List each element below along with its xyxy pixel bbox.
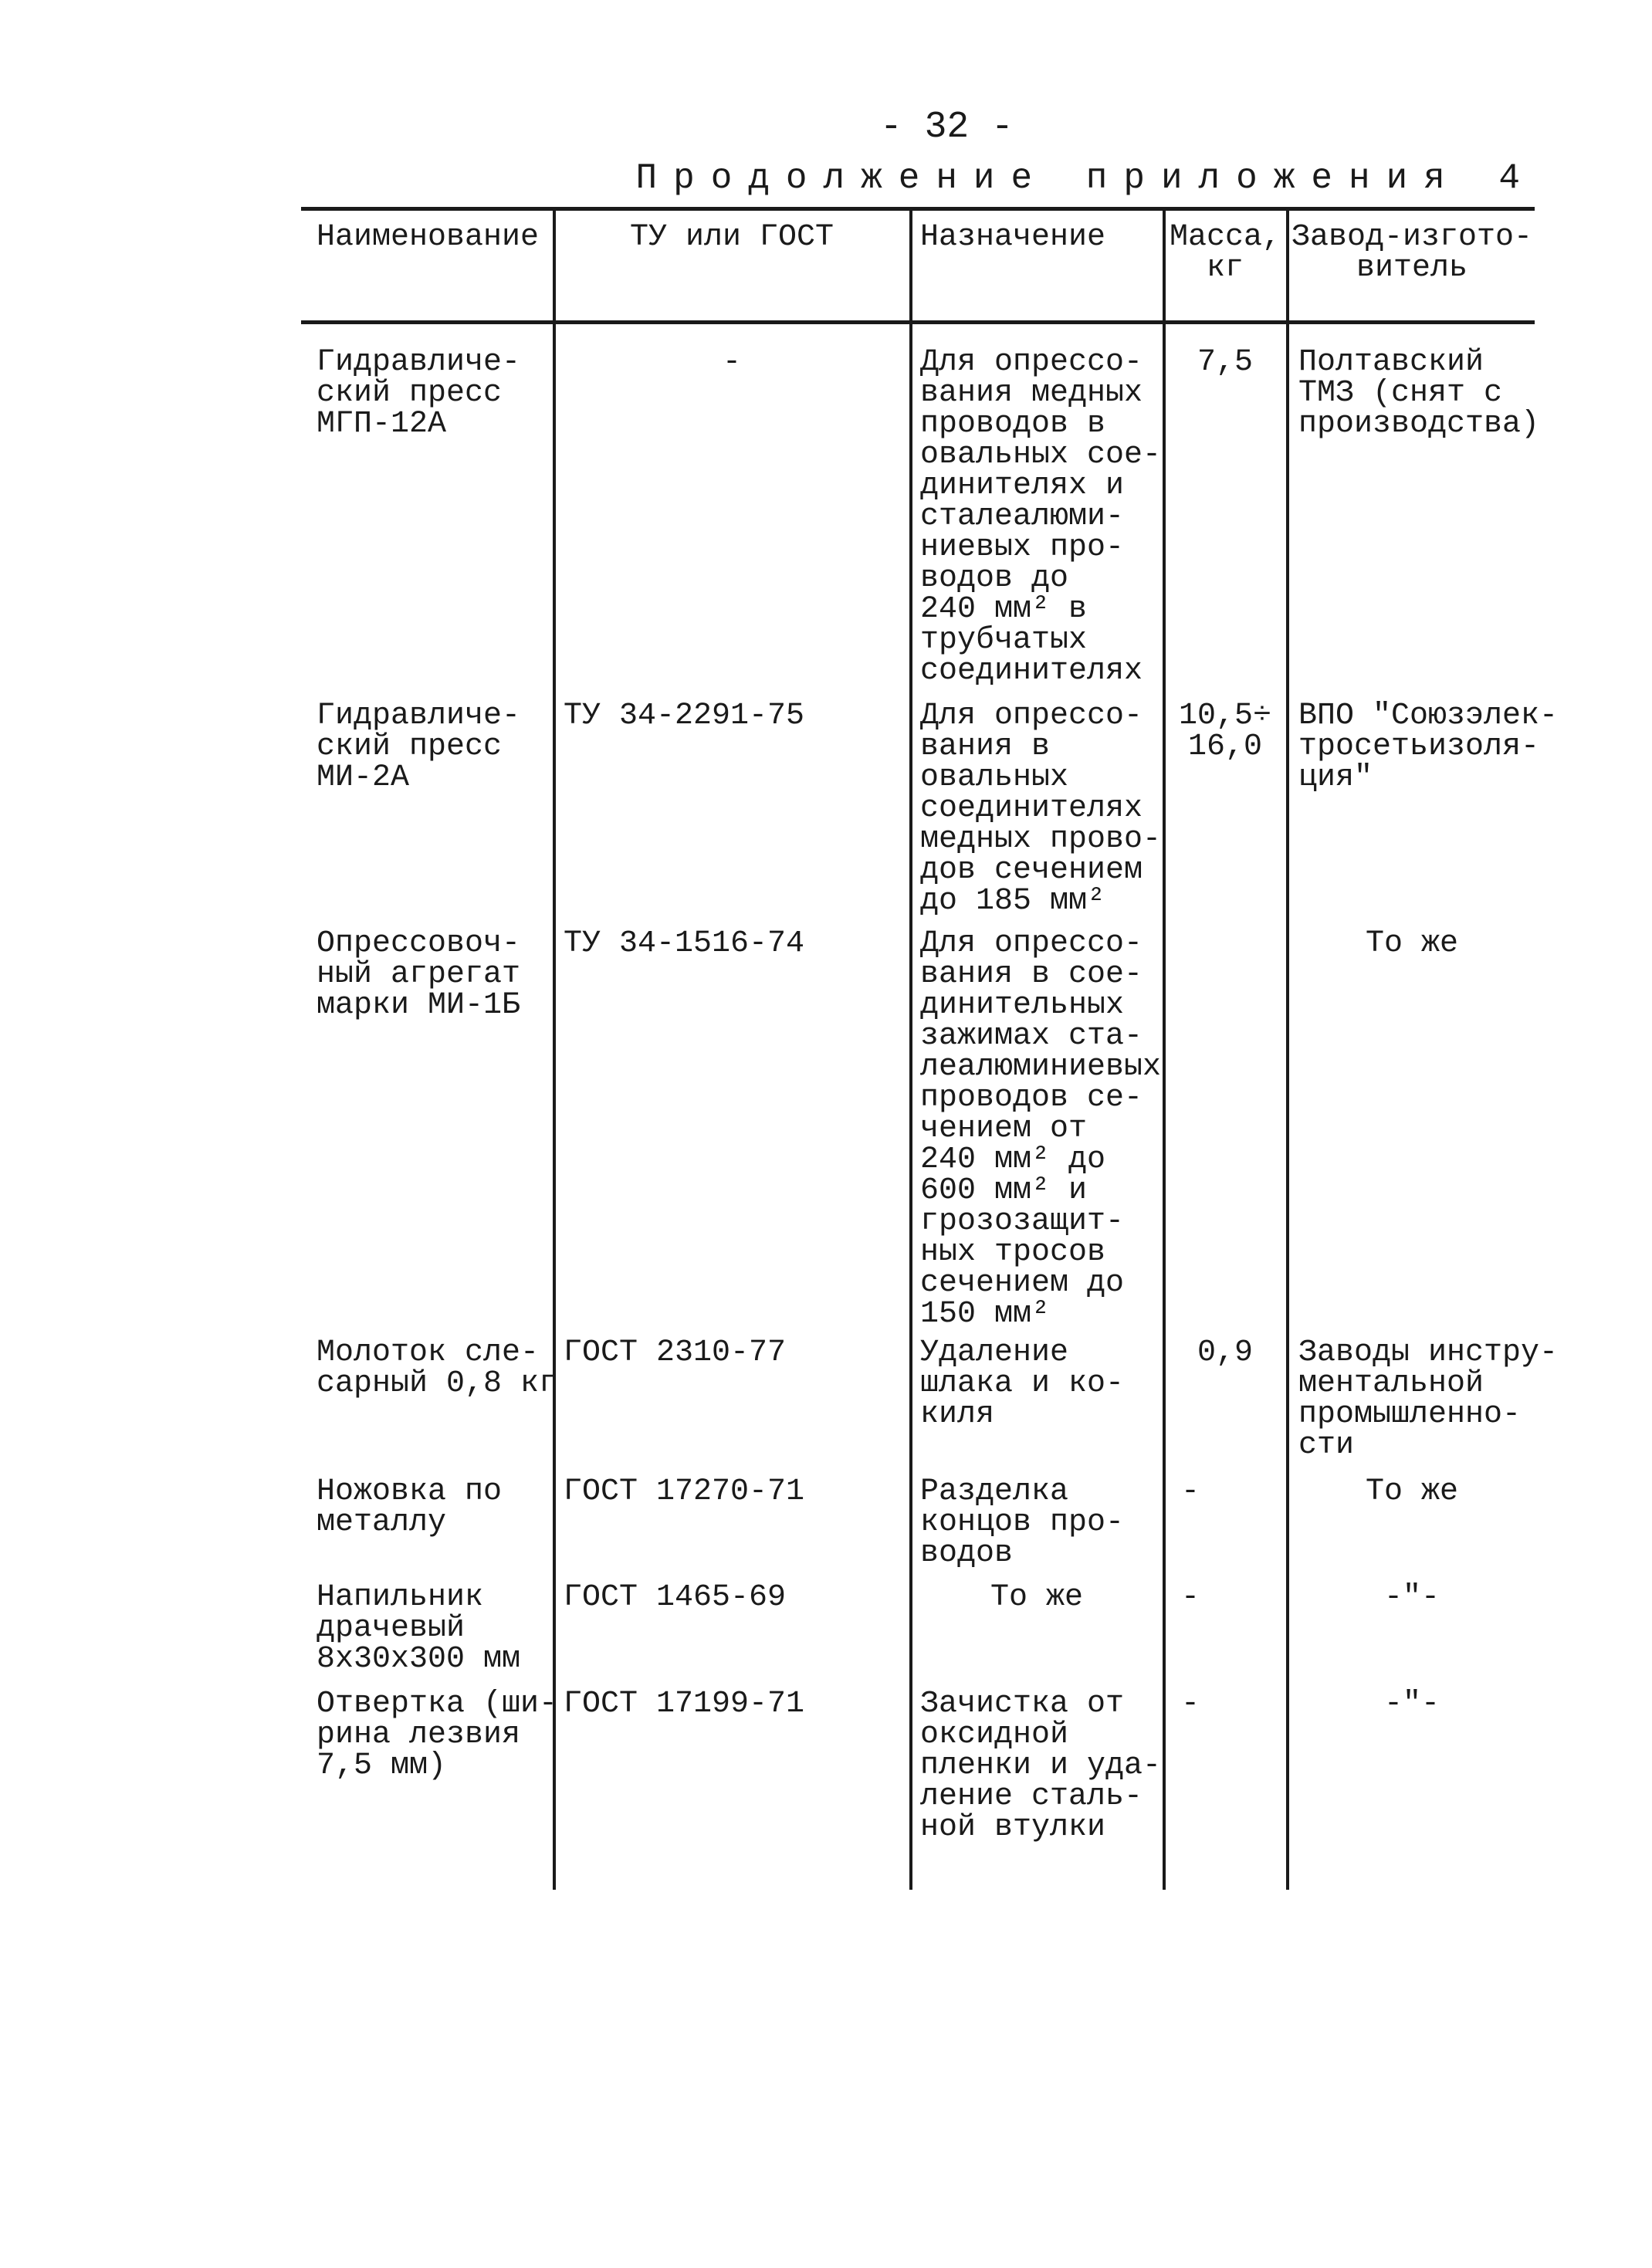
- header-mass: Масса, кг: [1169, 220, 1281, 286]
- row-3-maker: То же: [1365, 926, 1459, 961]
- row-3-name: Опрессовоч- ный агрегат марки МИ-1Б: [317, 926, 521, 1023]
- row-1-maker: Полтавский ТМЗ (снят с производства): [1298, 345, 1540, 442]
- row-5-maker: То же: [1365, 1474, 1459, 1509]
- table-top-rule: [301, 207, 1535, 211]
- header-tu-gost: ТУ или ГОСТ: [629, 220, 834, 255]
- continuation-title: Продолжение приложения 4: [635, 158, 1536, 198]
- row-7-tu: ГОСТ 17199-71: [564, 1687, 805, 1721]
- row-4-purpose: Удаление шлака и ко- киля: [920, 1335, 1125, 1432]
- row-5-mass: -: [1181, 1474, 1200, 1509]
- row-1-name: Гидравличе- ский пресс МГП-12А: [317, 345, 521, 442]
- header-maker: Завод-изгото- витель: [1291, 220, 1533, 286]
- column-divider: [553, 207, 556, 1890]
- row-3-purpose: Для опрессо- вания в сое- динительных зажимах ста- леалюминиевых проводов се- чением от 240 мм² до 600 мм² и грозозащит- ных тросов сечением до 150 мм²: [920, 926, 1162, 1332]
- row-4-tu: ГОСТ 2310-77: [564, 1335, 787, 1370]
- row-5-purpose: Разделка концов про- водов: [920, 1474, 1125, 1571]
- row-3-tu: ТУ 34-1516-74: [564, 926, 805, 961]
- row-6-maker: -"-: [1383, 1580, 1440, 1615]
- row-2-tu: ТУ 34-2291-75: [564, 699, 805, 733]
- row-5-tu: ГОСТ 17270-71: [564, 1474, 805, 1509]
- row-7-name: Отвертка (ши- рина лезвия 7,5 мм): [317, 1687, 558, 1783]
- row-1-tu: -: [722, 345, 741, 380]
- row-2-purpose: Для опрессо- вания в овальных соединителях медных прово- дов сечением до 185 мм²: [920, 699, 1162, 919]
- row-2-mass: 10,5÷ 16,0: [1178, 699, 1272, 764]
- row-6-name: Напильник драчевый 8х30х300 мм: [317, 1580, 521, 1677]
- header-name: Наименование: [317, 220, 540, 255]
- row-6-tu: ГОСТ 1465-69: [564, 1580, 787, 1615]
- column-divider: [1286, 207, 1289, 1890]
- row-4-name: Молоток сле- сарный 0,8 кг: [317, 1335, 558, 1401]
- row-1-mass: 7,5: [1197, 345, 1253, 380]
- row-7-purpose: Зачистка от оксидной пленки и уда- ление сталь- ной втулки: [920, 1687, 1162, 1845]
- column-divider: [909, 207, 912, 1890]
- row-4-maker: Заводы инстру- ментальной промышленно- сти: [1298, 1335, 1559, 1463]
- row-2-name: Гидравличе- ский пресс МИ-2А: [317, 699, 521, 795]
- page-number: - 32 -: [880, 107, 1014, 148]
- row-2-maker: ВПО "Союзэлек- тросетьизоля- ция": [1298, 699, 1559, 795]
- row-6-purpose: То же: [990, 1580, 1084, 1615]
- row-6-mass: -: [1181, 1580, 1200, 1615]
- column-divider: [1163, 207, 1166, 1890]
- row-4-mass: 0,9: [1197, 1335, 1253, 1370]
- row-5-name: Ножовка по металлу: [317, 1474, 503, 1540]
- row-1-purpose: Для опрессо- вания медных проводов в овальных сое- динителях и сталеалюми- ниевых про- водов до 240 мм² в трубчатых соединителях: [920, 345, 1162, 689]
- row-7-maker: -"-: [1383, 1687, 1440, 1721]
- header-bottom-rule: [301, 320, 1535, 324]
- header-purpose: Назначение: [920, 220, 1106, 255]
- row-7-mass: -: [1181, 1687, 1200, 1721]
